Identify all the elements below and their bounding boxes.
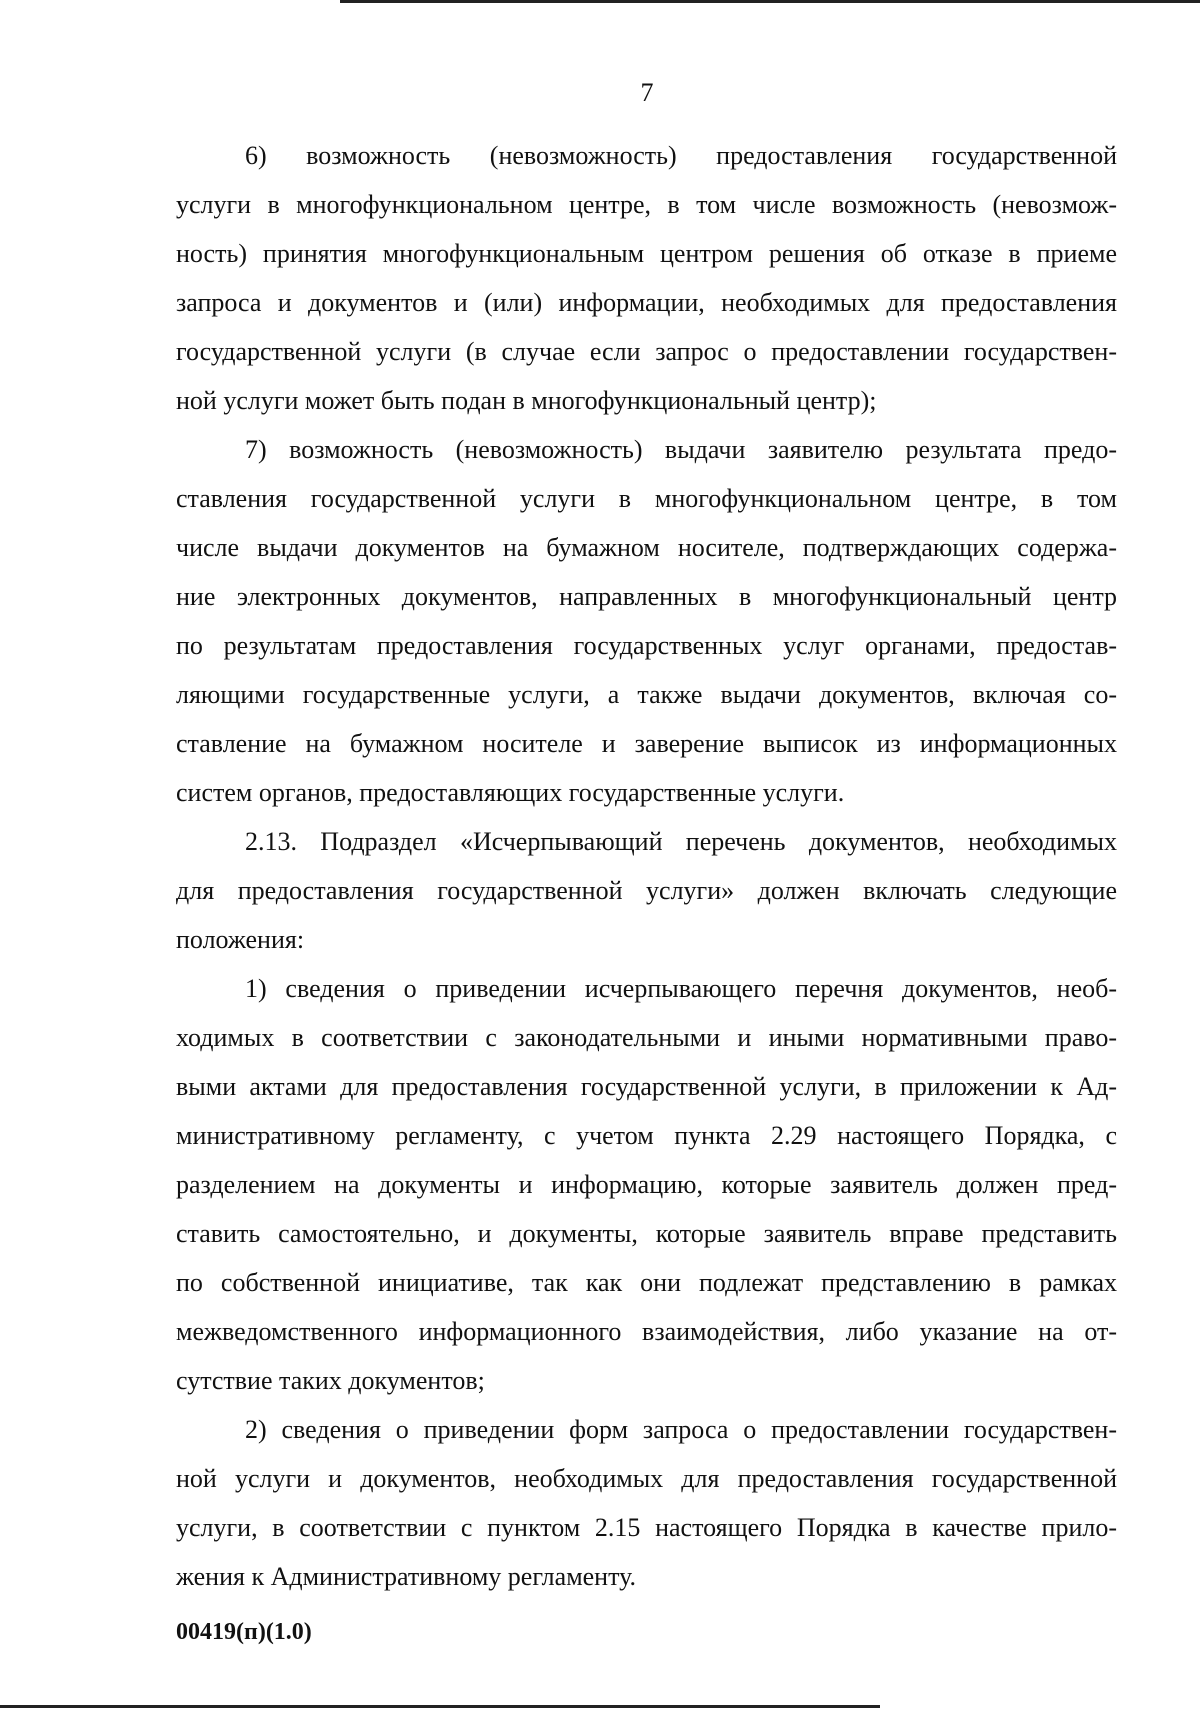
- text-line: 7) возможность (невозможность) выдачи заявителю результата предо-: [245, 435, 1117, 464]
- paragraph: [176, 425, 1117, 817]
- text-line: по собственной инициативе, так как они подлежат представлению в рамках: [176, 1268, 1117, 1297]
- text-line: 6) возможность (невозможность) предоставления государственной: [245, 141, 1117, 170]
- text-line: ность) принятия многофункциональным центром решения об отказе в приеме: [176, 239, 1117, 268]
- text-line: министративному регламенту, с учетом пункта 2.29 настоящего Порядка, с: [176, 1121, 1117, 1150]
- text-line: ставления государственной услуги в многофункциональном центре, в том: [176, 484, 1117, 513]
- text-line: запроса и документов и (или) информации, необходимых для предоставления: [176, 288, 1117, 317]
- text-line: ляющими государственные услуги, а также выдачи документов, включая со-: [176, 680, 1117, 709]
- text-line: 2.13. Подраздел «Исчерпывающий перечень документов, необходимых: [245, 827, 1117, 856]
- text-line: для предоставления государственной услуги» должен включать следующие: [176, 876, 1117, 905]
- text-line: по результатам предоставления государственных услуг органами, предостав-: [176, 631, 1117, 660]
- paragraph: [176, 817, 1117, 964]
- text-line: услуги в многофункциональном центре, в том числе возможность (невозмож-: [176, 190, 1117, 219]
- text-line: систем органов, предоставляющих государственные услуги.: [176, 778, 845, 807]
- text-line: ной услуги может быть подан в многофункциональный центр);: [176, 386, 877, 415]
- text-line: положения:: [176, 925, 305, 954]
- text-line: числе выдачи документов на бумажном носителе, подтверждающих содержа-: [176, 533, 1117, 562]
- document-body: [176, 131, 1117, 1601]
- paragraph: [176, 131, 1117, 425]
- text-line: сутствие таких документов;: [176, 1366, 485, 1395]
- text-line: жения к Административному регламенту.: [176, 1562, 637, 1591]
- text-line: ходимых в соответствии с законодательными и иными нормативными право-: [176, 1023, 1117, 1052]
- page-number: 7: [640, 78, 654, 107]
- text-line: государственной услуги (в случае если запрос о предоставлении государствен-: [176, 337, 1117, 366]
- scan-border-bottom: [0, 1705, 880, 1708]
- text-line: разделением на документы и информацию, которые заявитель должен пред-: [176, 1170, 1117, 1199]
- text-line: ной услуги и документов, необходимых для предоставления государственной: [176, 1464, 1117, 1493]
- scan-border-top: [340, 0, 1200, 3]
- text-line: межведомственного информационного взаимодействия, либо указание на от-: [176, 1317, 1117, 1346]
- paragraph: [176, 964, 1117, 1405]
- text-line: ние электронных документов, направленных в многофункциональный центр: [176, 582, 1117, 611]
- text-line: ставление на бумажном носителе и заверение выписок из информационных: [176, 729, 1117, 758]
- text-line: услуги, в соответствии с пунктом 2.15 настоящего Порядка в качестве прило-: [176, 1513, 1117, 1542]
- text-line: выми актами для предоставления государственной услуги, в приложении к Ад-: [176, 1072, 1117, 1101]
- text-line: ставить самостоятельно, и документы, которые заявитель вправе представить: [176, 1219, 1117, 1248]
- document-code: 00419(п)(1.0): [176, 1619, 312, 1645]
- paragraph: [176, 1405, 1117, 1601]
- text-line: 2) сведения о приведении форм запроса о предоставлении государствен-: [245, 1415, 1117, 1444]
- text-line: 1) сведения о приведении исчерпывающего перечня документов, необ-: [245, 974, 1117, 1003]
